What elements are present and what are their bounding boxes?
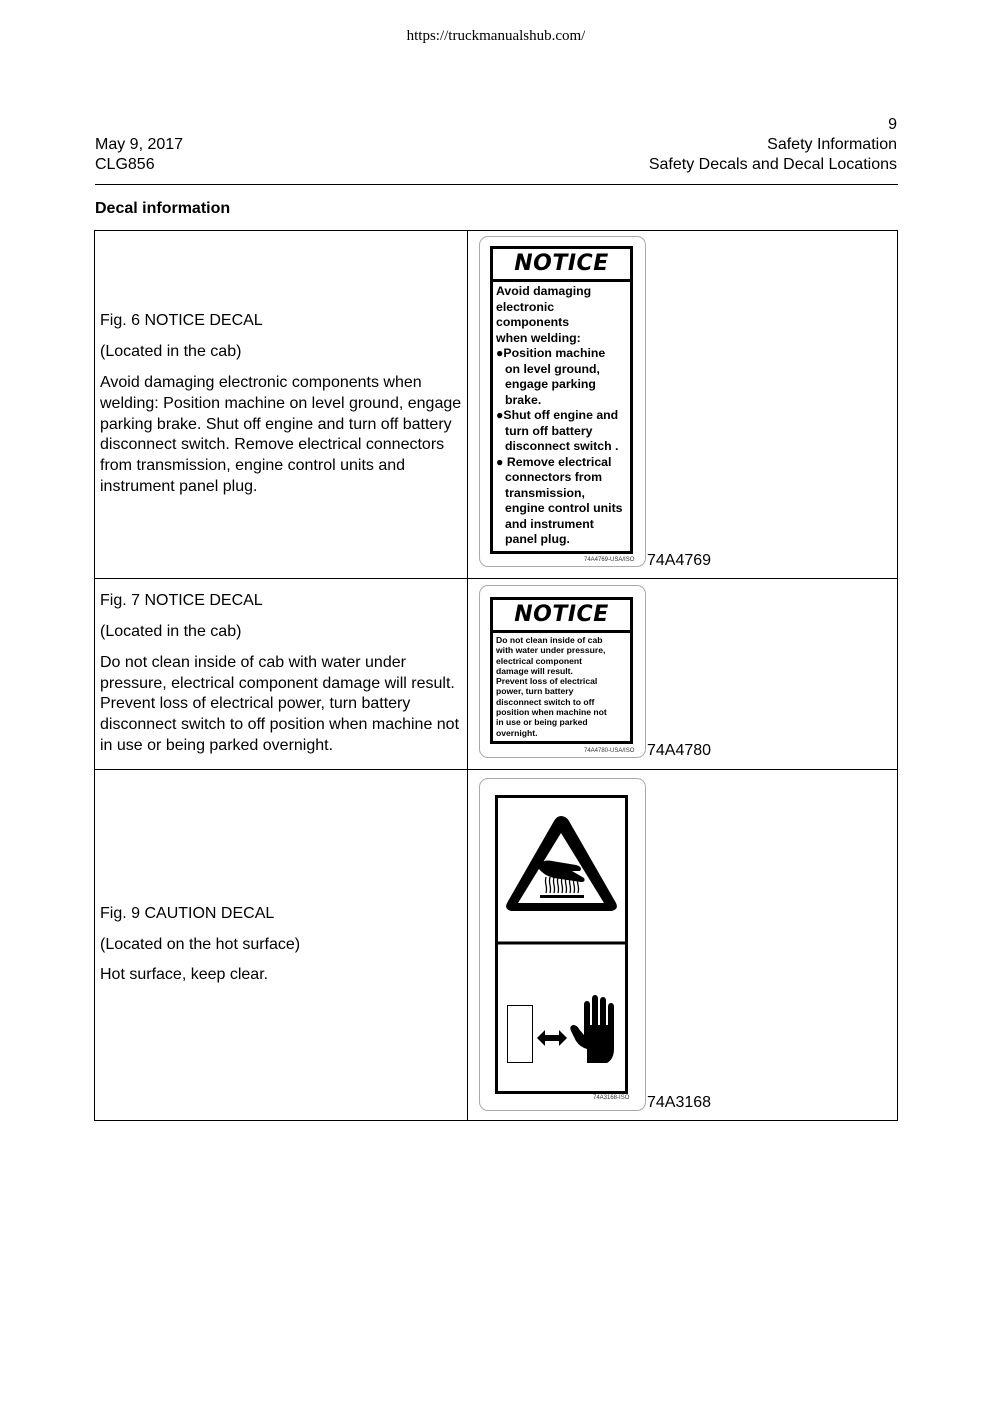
decal-code: 74A4769-USA/ISO bbox=[584, 557, 635, 563]
notice-heading: NOTICE bbox=[493, 600, 630, 633]
decal-title: Fig. 9 CAUTION DECAL bbox=[100, 904, 275, 922]
section-title: Decal information bbox=[95, 200, 231, 217]
decal-description: Avoid damaging electronic components when welding: Position machine on level ground, engage parking brake. Shut off engine and turn off battery disconnect switch. Remove electrical connectors from transmission, engine control units and instrument panel plug. bbox=[100, 373, 462, 495]
decal-line: when welding: bbox=[496, 330, 581, 345]
notice-text bbox=[493, 633, 630, 738]
decal-frame bbox=[490, 246, 633, 554]
decal-description-cell bbox=[95, 770, 468, 1121]
header-section: Safety Information bbox=[767, 136, 897, 153]
decal-line: turn off battery bbox=[505, 423, 593, 438]
decal-table bbox=[94, 230, 898, 1121]
part-number: 74A3168 bbox=[647, 1094, 712, 1111]
decal-description-cell bbox=[95, 231, 468, 579]
decal-line: with water under pressure, bbox=[496, 645, 606, 656]
decal-line: connectors from bbox=[505, 470, 603, 484]
decal-frame bbox=[490, 597, 633, 744]
decal-figure-cell bbox=[468, 579, 898, 770]
decal-line: Do not clean inside of cab bbox=[496, 635, 603, 645]
header-right bbox=[649, 115, 897, 175]
decal-card bbox=[479, 236, 646, 567]
decal-location: (Located on the hot surface) bbox=[100, 935, 301, 953]
decal-line: brake. bbox=[505, 392, 542, 407]
decal-title: Fig. 7 NOTICE DECAL bbox=[100, 592, 263, 610]
notice-text bbox=[493, 282, 630, 548]
decal-location: (Located in the cab) bbox=[100, 343, 242, 361]
decal-figure-cell bbox=[468, 231, 898, 579]
decal-line: electrical component bbox=[496, 655, 582, 666]
decal-line: in use or being parked bbox=[496, 717, 588, 728]
decal-line: Avoid damaging bbox=[496, 284, 592, 298]
decal-line: engage parking bbox=[505, 377, 596, 391]
decal-line: ●Shut off engine and bbox=[496, 408, 619, 422]
decal-line: transmission, bbox=[505, 485, 585, 500]
decal-line: position when machine not bbox=[496, 707, 607, 718]
source-url: https://truckmanualshub.com/ bbox=[406, 28, 586, 44]
decal-description-cell bbox=[95, 579, 468, 770]
decal-line: ● Remove electrical bbox=[496, 454, 612, 469]
decal-code: 74A4780-USA/ISO bbox=[584, 748, 635, 754]
decal-line: Prevent loss of electrical bbox=[496, 676, 598, 687]
decal-line: overnight. bbox=[496, 727, 538, 738]
decal-line: power, turn battery bbox=[496, 686, 574, 697]
decal-line: ●Position machine bbox=[496, 346, 606, 360]
decal-description: Hot surface, keep clear. bbox=[100, 966, 269, 984]
decal-line: on level ground, bbox=[505, 361, 600, 376]
page-number: 9 bbox=[888, 116, 897, 133]
decal-line: components bbox=[496, 315, 570, 329]
decal-line: disconnect switch to off bbox=[496, 696, 595, 707]
header-left bbox=[95, 135, 183, 175]
decal-description: Do not clean inside of cab with water under pressure, electrical component damage will result. Prevent loss of electrical power, turn battery disconnect switch to off position when machine not in use or being parked overnight. bbox=[100, 653, 460, 754]
table-row bbox=[95, 579, 898, 770]
decal-line: engine control units bbox=[505, 501, 623, 515]
decal-code: 74A3168-ISO bbox=[593, 1095, 630, 1101]
notice-heading: NOTICE bbox=[493, 249, 630, 282]
decal-line: and instrument bbox=[505, 516, 594, 531]
decal-line: disconnect switch . bbox=[505, 439, 619, 453]
table-row bbox=[95, 231, 898, 579]
header-divider bbox=[95, 184, 898, 185]
part-number: 74A4769 bbox=[647, 552, 712, 569]
caution-decal-graphic bbox=[480, 779, 645, 1110]
decal-line: panel plug. bbox=[505, 532, 570, 546]
decal-card bbox=[479, 585, 646, 758]
part-number: 74A4780 bbox=[647, 742, 712, 759]
header-model: CLG856 bbox=[95, 156, 155, 173]
decal-card bbox=[479, 778, 646, 1111]
table-row bbox=[95, 770, 898, 1121]
decal-title: Fig. 6 NOTICE DECAL bbox=[100, 312, 263, 330]
header-date: May 9, 2017 bbox=[95, 136, 184, 153]
header-subsection: Safety Decals and Decal Locations bbox=[648, 156, 897, 173]
decal-line: electronic bbox=[496, 299, 555, 314]
decal-line: damage will result. bbox=[496, 665, 573, 676]
decal-figure-cell bbox=[468, 770, 898, 1121]
decal-location: (Located in the cab) bbox=[100, 623, 242, 640]
